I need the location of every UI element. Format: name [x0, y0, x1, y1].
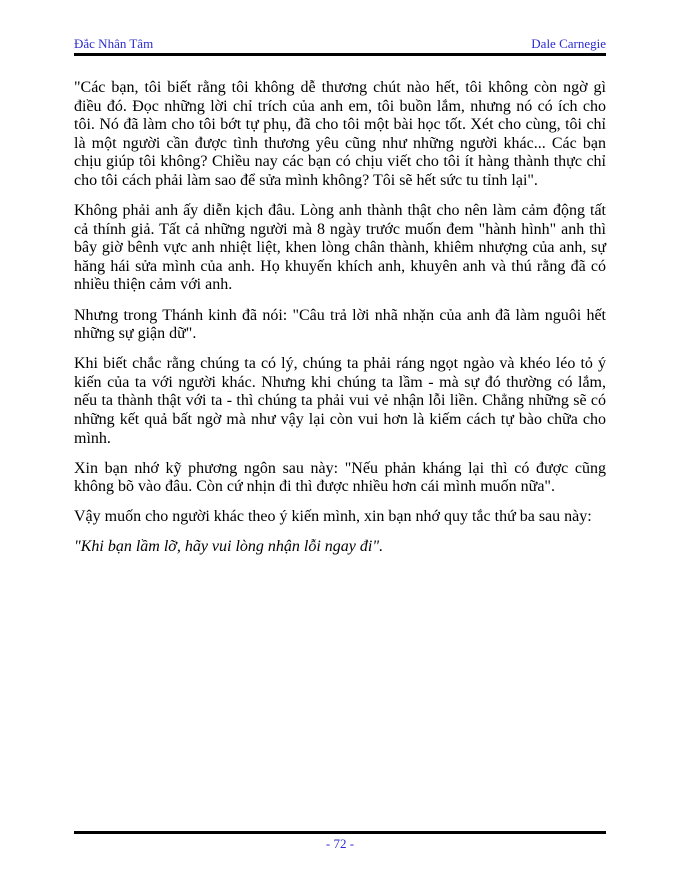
header-book-title: Đắc Nhân Tâm [74, 36, 154, 51]
page-header [74, 36, 606, 51]
paragraph: "Khi bạn lầm lỡ, hãy vui lòng nhận lỗi ngay đi". [74, 538, 384, 556]
paragraph: Không phải anh ấy diễn kịch đâu. Lòng anh thành thật cho nên làm cảm động tất cả thính giả. Tất cả những người mà 8 ngày trước muốn đem "hành hình" anh thì bây giờ bênh vực anh nhiệt liệt, khen lòng chân thành, khiêm nhượng của anh, sự hăng hái sửa mình của anh. Họ khuyến khích anh, khuyên anh và thú rằng đã có nhiều thiện cảm với anh. [74, 202, 606, 294]
header-author: Dale Carnegie [531, 36, 606, 51]
document-body [74, 79, 606, 557]
paragraph: "Các bạn, tôi biết rằng tôi không dễ thương chút nào hết, tôi không còn ngờ gì điều đó. Đọc những lời chỉ trích của anh em, tôi buồn lắm, nhưng nó có ích cho tôi. Nó đã làm cho tôi bớt tự phụ, đã cho tôi một bài học tốt. Xét cho cùng, tôi chỉ là một người cần được tình thương yêu cũng như những người khác... Các bạn chịu giúp tôi không? Chiều nay các bạn có chịu viết cho tôi ít hàng thành thực chỉ cho tôi cách phải làm sao để sửa mình không? Tôi sẽ hết sức tu tỉnh lại". [74, 79, 606, 189]
paragraph: Vậy muốn cho người khác theo ý kiến mình, xin bạn nhớ quy tắc thứ ba sau này: [74, 508, 592, 526]
paragraph: Xin bạn nhớ kỹ phương ngôn sau này: "Nếu phản kháng lại thì có được cũng không bõ vào đâu. Còn cứ nhịn đi thì được nhiều hơn cái mình muốn nữa". [74, 459, 606, 496]
page-number: - 72 - [325, 836, 355, 851]
paragraph: Nhưng trong Thánh kinh đã nói: "Câu trả lời nhã nhặn của anh đã làm nguôi hết những sự giận dữ". [74, 306, 606, 343]
paragraph: Khi biết chắc rằng chúng ta có lý, chúng ta phải ráng ngọt ngào và khéo léo tỏ ý kiến của ta với người khác. Nhưng khi chúng ta lầm - mà sự đó thường có lắm, nếu ta thành thật với ta - thì chúng ta phải vui vẻ nhận lỗi liền. Chẳng những sẽ có những kết quả bất ngờ mà như vậy lại còn vui hơn là kiếm cách tự bào chữa cho mình. [74, 355, 606, 447]
page-content [74, 36, 606, 569]
page-footer [74, 831, 606, 852]
header-rule [74, 53, 606, 56]
